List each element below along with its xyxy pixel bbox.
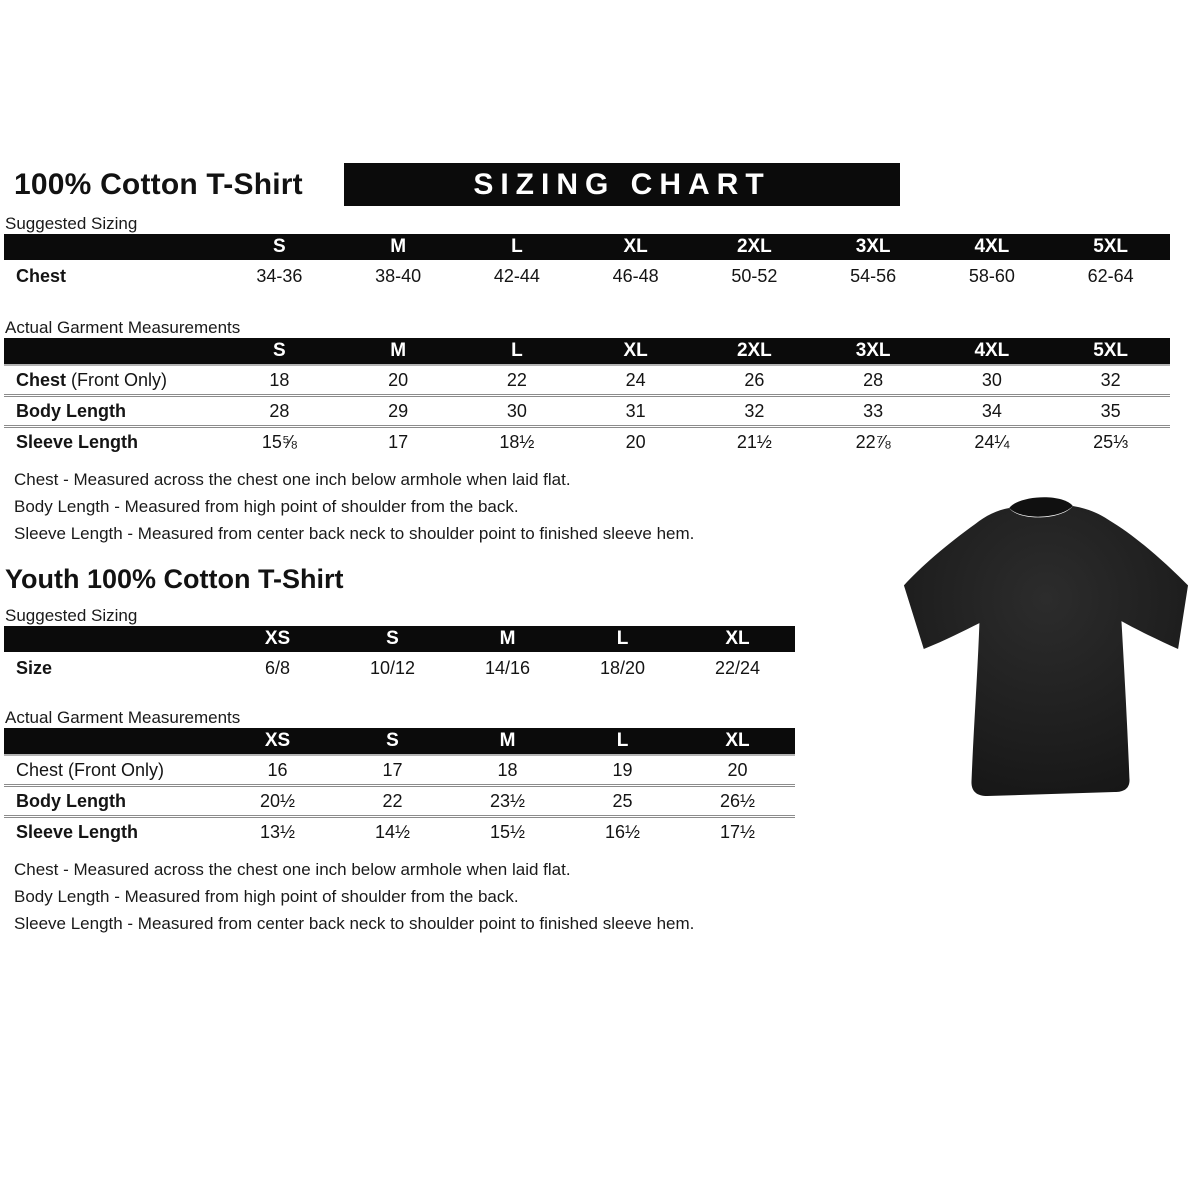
- table-row: [4, 652, 795, 684]
- table-row: [4, 755, 795, 786]
- size-value-cell: 25⅓: [1051, 427, 1170, 457]
- size-value-cell: 28: [814, 365, 933, 396]
- row-label: Size: [16, 657, 53, 678]
- sizing-chart-banner-text: SIZING CHART: [473, 167, 771, 201]
- youth-suggested-sizing-table: [4, 626, 795, 684]
- size-value-cell: 22/24: [714, 657, 761, 678]
- table-row: [4, 427, 1170, 457]
- column-header-xs: XS: [220, 728, 335, 755]
- size-value-cell: 42-44: [493, 265, 540, 286]
- row-label: Sleeve Length: [4, 427, 220, 457]
- column-header-4xl: 4XL: [933, 338, 1052, 365]
- youth-actual-measurements-table: [4, 728, 795, 846]
- size-value-cell: 22: [335, 786, 450, 817]
- sizing-chart-banner: [344, 163, 900, 206]
- note-line: Chest - Measured across the chest one inch below armhole when laid flat.: [14, 860, 571, 879]
- column-header-m: M: [339, 338, 458, 365]
- size-value-cell: 38-40: [375, 265, 422, 286]
- adult-actual-measurements-table: [4, 338, 1170, 456]
- header-row: [4, 234, 1170, 260]
- size-value-cell: 18/20: [599, 657, 646, 678]
- column-header-xl: XL: [680, 626, 795, 652]
- column-header-xl: XL: [680, 728, 795, 755]
- size-value-cell: 35: [1051, 396, 1170, 427]
- note-line: Body Length - Measured from high point of shoulder from the back.: [14, 887, 519, 906]
- size-value-cell: 21½: [695, 427, 814, 457]
- column-header-l: L: [458, 234, 577, 260]
- column-header-5xl: 5XL: [1051, 338, 1170, 365]
- size-value-cell: 25: [565, 786, 680, 817]
- column-header-m: M: [339, 234, 458, 260]
- table-row: [4, 396, 1170, 427]
- note-line: Chest - Measured across the chest one inch below armhole when laid flat.: [14, 470, 571, 489]
- row-label: Chest (Front Only): [4, 755, 220, 786]
- size-value-cell: 15½: [450, 817, 565, 847]
- size-value-cell: 28: [220, 396, 339, 427]
- size-value-cell: 22: [458, 365, 577, 396]
- column-header-2xl: 2XL: [695, 234, 814, 260]
- column-header-s: S: [335, 728, 450, 755]
- adult-suggested-sizing-label: Suggested Sizing: [5, 214, 138, 233]
- column-header-blank: [4, 626, 220, 652]
- column-header-l: L: [565, 626, 680, 652]
- size-value-cell: 32: [1051, 365, 1170, 396]
- column-header-s: S: [220, 338, 339, 365]
- note-line: Sleeve Length - Measured from center back neck to shoulder point to finished sleeve hem.: [14, 524, 695, 543]
- size-value-cell: 20: [339, 365, 458, 396]
- size-value-cell: 18: [220, 365, 339, 396]
- size-value-cell: 19: [565, 755, 680, 786]
- size-value-cell: 30: [933, 365, 1052, 396]
- size-value-cell: 62-64: [1087, 265, 1134, 286]
- column-header-xl: XL: [576, 234, 695, 260]
- column-header-2xl: 2XL: [695, 338, 814, 365]
- column-header-l: L: [458, 338, 577, 365]
- size-value-cell: 14/16: [484, 657, 531, 678]
- size-value-cell: 20: [576, 427, 695, 457]
- size-value-cell: 50-52: [731, 265, 778, 286]
- row-label: Chest (Front Only): [4, 365, 220, 396]
- size-value-cell: 32: [695, 396, 814, 427]
- size-value-cell: 26½: [680, 786, 795, 817]
- row-label: Sleeve Length: [4, 817, 220, 847]
- header-row: [4, 338, 1170, 365]
- size-value-cell: 58-60: [968, 265, 1015, 286]
- column-header-4xl: 4XL: [933, 234, 1052, 260]
- note-line: Body Length - Measured from high point of shoulder from the back.: [14, 497, 519, 516]
- tshirt-body-shape: [904, 506, 1188, 796]
- row-label: Body Length: [4, 396, 220, 427]
- adult-actual-measurements-label: Actual Garment Measurements: [5, 318, 241, 337]
- column-header-blank: [4, 234, 220, 260]
- size-value-cell: 30: [458, 396, 577, 427]
- column-header-m: M: [450, 728, 565, 755]
- youth-suggested-sizing-label: Suggested Sizing: [5, 606, 138, 625]
- size-value-cell: 15⅝: [220, 427, 339, 457]
- adult-suggested-sizing-table: [4, 234, 1170, 292]
- size-value-cell: 22⅞: [814, 427, 933, 457]
- size-value-cell: 26: [695, 365, 814, 396]
- size-value-cell: 6/8: [264, 657, 291, 678]
- size-value-cell: 17: [335, 755, 450, 786]
- size-value-cell: 16: [220, 755, 335, 786]
- size-value-cell: 24: [576, 365, 695, 396]
- size-value-cell: 24¼: [933, 427, 1052, 457]
- size-value-cell: 18: [450, 755, 565, 786]
- size-value-cell: 34-36: [256, 265, 303, 286]
- size-value-cell: 31: [576, 396, 695, 427]
- column-header-s: S: [220, 234, 339, 260]
- column-header-blank: [4, 338, 220, 365]
- size-value-cell: 34: [933, 396, 1052, 427]
- size-value-cell: 14½: [335, 817, 450, 847]
- youth-actual-measurements-label: Actual Garment Measurements: [5, 708, 241, 727]
- row-label: Chest: [16, 265, 67, 286]
- table-row: [4, 786, 795, 817]
- column-header-3xl: 3XL: [814, 338, 933, 365]
- column-header-blank: [4, 728, 220, 755]
- column-header-xl: XL: [576, 338, 695, 365]
- table-row: [4, 365, 1170, 396]
- youth-section-title: Youth 100% Cotton T-Shirt: [5, 564, 344, 594]
- size-value-cell: 18½: [458, 427, 577, 457]
- youth-measurement-notes: [14, 860, 1200, 941]
- size-value-cell: 20½: [220, 786, 335, 817]
- header-row: [4, 626, 795, 652]
- header-row: [4, 728, 795, 755]
- size-value-cell: 13½: [220, 817, 335, 847]
- table-row: [4, 817, 795, 847]
- size-value-cell: 33: [814, 396, 933, 427]
- column-header-5xl: 5XL: [1051, 234, 1170, 260]
- table-row: [4, 260, 1170, 292]
- note-line: Sleeve Length - Measured from center back neck to shoulder point to finished sleeve hem.: [14, 914, 695, 933]
- size-value-cell: 16½: [565, 817, 680, 847]
- size-value-cell: 23½: [450, 786, 565, 817]
- header-row: [14, 162, 1200, 207]
- row-label: Body Length: [4, 786, 220, 817]
- size-value-cell: 54-56: [850, 265, 897, 286]
- size-value-cell: 17: [339, 427, 458, 457]
- size-value-cell: 20: [680, 755, 795, 786]
- column-header-3xl: 3XL: [814, 234, 933, 260]
- black-tshirt-photo-icon: [892, 482, 1190, 815]
- column-header-s: S: [335, 626, 450, 652]
- size-value-cell: 29: [339, 396, 458, 427]
- page-title: 100% Cotton T-Shirt: [14, 167, 303, 201]
- column-header-m: M: [450, 626, 565, 652]
- column-header-l: L: [565, 728, 680, 755]
- size-value-cell: 10/12: [369, 657, 416, 678]
- size-value-cell: 17½: [680, 817, 795, 847]
- column-header-xs: XS: [220, 626, 335, 652]
- size-value-cell: 46-48: [612, 265, 659, 286]
